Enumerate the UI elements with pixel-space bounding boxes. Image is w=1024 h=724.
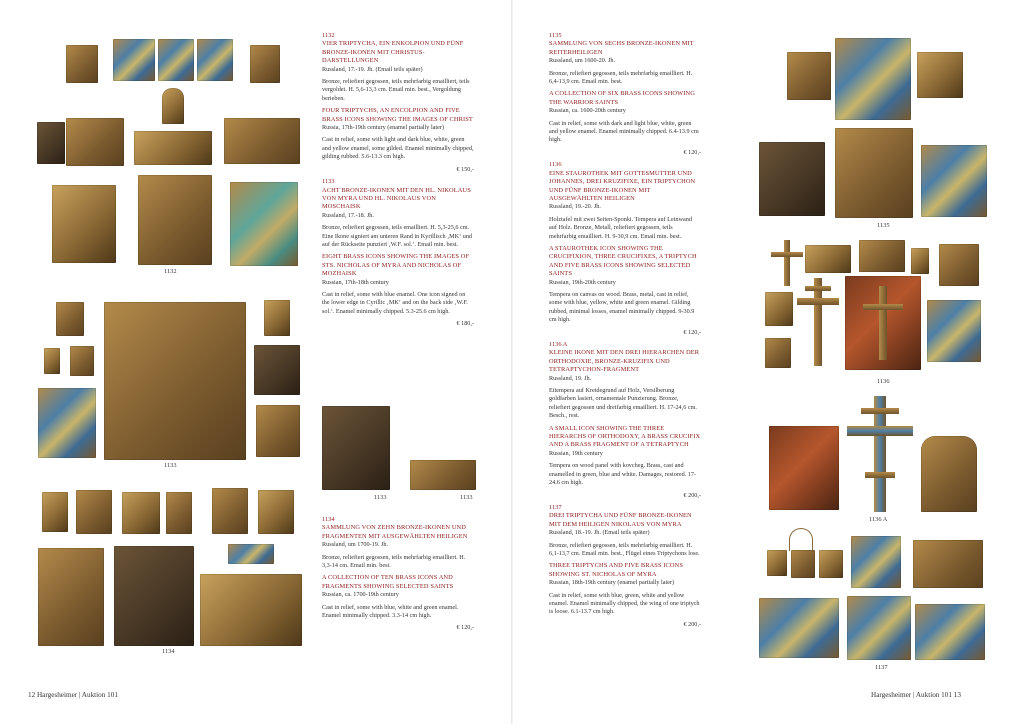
lot-origin-de: Russland, um 1600-20. Jh. <box>549 57 616 65</box>
lot-title-en: A COLLECTION OF TEN BRASS ICONS AND FRAGMENTS SHOWING SELECTED SAINTS <box>322 574 454 590</box>
icon-image <box>42 492 68 532</box>
crucifix-image <box>863 286 903 360</box>
lot-1133-detail-photo <box>322 406 390 490</box>
lot-description-de: Bronze, reliefiert gegossen, teils mehrfarbig emailliert. H. 6,4-13,9 cm. Email min. best. <box>549 69 693 86</box>
lot-1133 <box>322 178 474 329</box>
lot-price: € 200,- <box>683 620 701 628</box>
icon-image <box>250 45 280 83</box>
lot-description-de: Bronze, reliefiert gegossen, teils mehrfarbig emailliert. H. 3,3-14 cm. Email min. best. <box>322 553 466 570</box>
lot-price: € 120,- <box>683 148 701 156</box>
icon-image <box>76 490 112 534</box>
icon-image <box>166 492 192 534</box>
lot-title-en: A COLLECTION OF SIX BRASS ICONS SHOWING THE WARRIOR SAINTS <box>549 90 695 106</box>
icon-image <box>66 118 124 166</box>
caption: 1132 <box>164 268 177 275</box>
lot-price: € 120,- <box>683 328 701 336</box>
icon-image <box>70 346 94 376</box>
lot-number: 1136 A <box>549 341 568 348</box>
icon-image <box>256 405 300 457</box>
lot-title-en: FOUR TRIPTYCHS, AN ENCOLPION AND FIVE BRASS ICONS SHOWING THE IMAGES OF CHRIST <box>322 107 473 123</box>
lot-title-en: THREE TRIPTYCHS AND FIVE BRASS ICONS SHOWING ST. NICHOLAS OF MYRA <box>549 562 683 578</box>
crucifix-image <box>797 278 839 366</box>
lot-origin-de: Russland, 17.-19. Jh. (Email teils später) <box>322 65 423 73</box>
lot-title-de: VIER TRIPTYCHA, EIN ENKOLPION UND FÜNF BRONZE-IKONEN MIT CHRISTUS-DARSTELLUNGEN <box>322 40 464 65</box>
icon-image <box>113 39 155 81</box>
left-text-column-lower <box>322 516 474 637</box>
lot-description-en: Cast in relief, some with light and dark blue, white, green and yellow enamel, some gilded. Enamel minimally chipped, gilding rubbed. 5.6-13.3 cm high. <box>322 136 474 161</box>
icon-image <box>162 88 184 124</box>
lot-description-en: Cast in relief, some with blue, green, white and yellow enamel. Enamel minimally chipped, the wing of one triptych is loose. 6.1-13.7 cm high. <box>549 591 700 616</box>
icon-image <box>851 536 901 588</box>
tetraptych-fragment-image <box>921 436 977 512</box>
icon-image <box>767 550 787 576</box>
chain-image <box>789 528 813 551</box>
lot-description-en: Tempera on wood panel with kovcheg. Brass, cast and enamelled in green, blue and white. Damages, restored. 17-24.6 cm high. <box>549 462 697 487</box>
icon-image <box>37 122 65 164</box>
caption: 1133 <box>374 494 387 501</box>
icon-image <box>122 492 160 534</box>
caption: 1134 <box>162 648 175 655</box>
icon-image <box>254 345 300 395</box>
icon-image <box>104 302 246 460</box>
icon-image <box>114 546 194 646</box>
icon-image <box>264 300 290 336</box>
icon-image <box>197 39 233 81</box>
icon-image <box>200 574 302 646</box>
lot-title-en: EIGHT BRASS ICONS SHOWING THE IMAGES OF STS. NICHOLAS OF MYRA AND NICHOLAS OF MOZHAISK <box>322 253 470 278</box>
lot-title-de: SAMMLUNG VON ZEHN BRONZE-IKONEN UND FRAGMENTEN MIT AUSGEWÄHLTEN HEILIGEN <box>322 524 468 540</box>
lot-description-de: Eitempera auf Kreidegrund auf Holz, Versilberung goldfarben lasiert, ornamentale Punzierung. Bronze, reliefiert gegossen und dreifarbig emailliert. H. 17-24,6 cm. Besch., rest. <box>549 387 697 420</box>
lot-origin-en: Russian, ca. 1600-20th century <box>549 107 626 115</box>
lot-price: € 120,- <box>456 624 474 632</box>
icon-image <box>228 544 274 564</box>
lot-title-de: EINE STAUROTHEK MIT GOTTESMUTTER UND JOHANNES, DREI KRUZIFIXE, EIN TRIPTYCHON UND FÜNF BRONZE-IKONEN MIT AUSGEWÄHLTEN HEILIGEN <box>549 169 696 202</box>
lot-number: 1135 <box>549 32 562 39</box>
icon-image <box>911 248 929 274</box>
lot-origin-en: Russian, 19th-20th century <box>549 278 616 286</box>
lot-description-de: Bronze, reliefiert gegossen, teils mehrfarbig emailliert, teils vergoldet. H. 5,6-13,3 cm. Email min. best., Vergoldung berieben. <box>322 78 470 102</box>
lot-number: 1134 <box>322 516 335 523</box>
icon-image <box>38 548 104 646</box>
lot-price: € 150,- <box>456 165 474 173</box>
icon-image <box>224 118 300 164</box>
lot-title-en: A STAUROTHEK ICON SHOWING THE CRUCIFIXION, THREE CRUCIFIXES, A TRIPTYCH AND FIVE BRASS ICONS SHOWING SELECTED SAINTS <box>549 244 697 278</box>
lot-origin-de: Russland, 19.-20. Jh. <box>549 203 601 211</box>
icon-image <box>787 52 831 100</box>
lot-description-de: Bronze, reliefiert gegossen, teils emailliert. H. 5,3-25,6 cm. Eine Ikone signiert am unteren Rand in Kyrillisch ‚MK‘ und auf der Rückseite punziert ‚W.F. sol.‘. Email min. best. <box>322 224 473 248</box>
lot-price: € 200,- <box>683 491 701 499</box>
lot-price: € 180,- <box>456 320 474 328</box>
icon-image <box>791 550 815 578</box>
lot-description-en: Tempera on canvas on wood. Brass, metal, cast in relief, some with blue, yellow, white and green enamel. Gilding rubbed, minimal losses, enamel minimally chipped. 9-30.9 cm high. <box>549 290 695 324</box>
lot-title-de: KLEINE IKONE MIT DEN DREI HIERARCHEN DER ORTHODOXIE, BRONZE-KRUZIFIX UND TETRAPTYCHON-FRAGMENT <box>549 349 700 374</box>
icon-image <box>805 245 851 273</box>
icon-image <box>765 338 791 368</box>
icon-image <box>138 175 212 265</box>
icon-image <box>759 598 839 658</box>
lot-1136 <box>549 161 701 337</box>
lot-description-en: Cast in relief, some with blue, white and green enamel. Enamel minimally chipped. 3.3-14 cm high. <box>322 603 459 620</box>
crucifix-image <box>847 396 913 512</box>
caption: 1137 <box>875 664 888 671</box>
icon-image <box>917 52 963 98</box>
icon-image <box>921 145 987 217</box>
lot-origin-en: Russian, 17th-18th century <box>322 278 389 286</box>
icon-image <box>44 348 60 374</box>
lot-origin-de: Russland, 17.-18. Jh. <box>322 211 374 219</box>
caption: 1135 <box>877 222 890 229</box>
page-footer-left: 12 Hargesheimer | Auktion 101 <box>28 691 118 699</box>
lot-number: 1132 <box>322 32 335 39</box>
icon-image <box>765 292 793 326</box>
lot-origin-en: Russian, ca. 1700-19th century <box>322 591 399 599</box>
lot-1135 <box>549 32 701 157</box>
tempera-icon-image <box>769 426 839 510</box>
lot-number: 1137 <box>549 503 562 511</box>
icon-image <box>913 540 983 588</box>
lot-1134 <box>322 516 474 633</box>
caption: 1136 A <box>869 516 888 523</box>
lot-description-de: Holztafel mit zwei Seiten-Sponki. Tempera auf Leinwand auf Holz. Bronze, Metall, reliefiert gegossen, teils mehrfarbig emailliert. H. 9-30,9 cm. Email min. best. <box>549 215 692 240</box>
icon-image <box>927 300 981 362</box>
caption: 1133 <box>460 494 473 501</box>
page-footer-right: Hargesheimer | Auktion 101 13 <box>871 691 961 699</box>
right-text-column <box>549 32 701 633</box>
lot-description-en: Cast in relief, some with dark and light blue, white, green and yellow enamel. Enamel minimally chipped. 6.4-13.9 cm high. <box>549 119 699 144</box>
lot-title-de: DREI TRIPTYCHA UND FÜNF BRONZE-IKONEN MIT DEM HEILIGEN NIKOLAUS VON MYRA <box>549 512 692 528</box>
lot-origin-en: Russian, 19th century <box>549 449 603 457</box>
icon-image <box>835 128 913 218</box>
icon-image <box>38 388 96 458</box>
lot-origin-de: Russland, 19. Jh. <box>549 374 592 382</box>
lot-origin-en: Russia, 17th-19th century (enamel partially later) <box>322 124 444 132</box>
lot-title-de: ACHT BRONZE-IKONEN MIT DEN HL. NIKOLAUS VON MYRA UND HL. NIKOLAUS VON MOSCHAISK <box>322 186 471 211</box>
caption: 1136 <box>877 378 890 385</box>
lot-number: 1133 <box>322 178 335 186</box>
lot-number: 1136 <box>549 161 562 169</box>
lot-description-en: Cast in relief, some with blue enamel. One icon signed on the lower edge in Cyrillic ‚MK‘ and on the back side ‚W.F. sol.‘. Enamel minimally chipped. 5.3-25.6 cm high. <box>322 290 468 315</box>
icon-image <box>759 142 825 216</box>
icon-image <box>66 45 98 83</box>
icon-image <box>134 131 212 165</box>
lot-origin-en: Russian, 18th-19th century (enamel partially later) <box>549 579 675 587</box>
icon-image <box>52 185 116 263</box>
lot-origin-de: Russland, um 1700-19. Jh. <box>322 541 389 549</box>
lot-description-de: Bronze, reliefiert gegossen, teils mehrfarbig emailliert. H. 6,1-13,7 cm. Email min. best., Flügel eines Triptychons lose. <box>549 541 700 557</box>
icon-image <box>212 488 248 534</box>
lot-title-en: A SMALL ICON SHOWING THE THREE HIERARCHS OF ORTHODOXY, A BRASS CRUCIFIX AND A BRASS FRAGMENT OF A TETRAPTYCH <box>549 424 701 449</box>
icon-image <box>847 596 911 660</box>
icon-image <box>859 240 905 272</box>
icon-image <box>56 302 84 336</box>
left-page <box>0 0 511 724</box>
lot-1137 <box>549 504 701 629</box>
icon-image <box>158 39 194 81</box>
icon-image <box>915 604 985 660</box>
lot-1133-detail-photo <box>410 460 476 490</box>
icon-image <box>230 182 298 266</box>
icon-image <box>939 244 979 286</box>
lot-title-de: SAMMLUNG VON SECHS BRONZE-IKONEN MIT REITERHEILIGEN <box>549 40 694 56</box>
lot-origin-de: Russland, 18.-19. Jh. (Email teils später) <box>549 529 650 537</box>
left-text-column <box>322 32 474 333</box>
icon-image <box>258 490 294 534</box>
caption: 1133 <box>164 462 177 469</box>
icon-image <box>819 550 843 578</box>
lot-1136a <box>549 341 701 500</box>
icon-image <box>835 38 911 120</box>
lot-1132 <box>322 32 474 174</box>
right-page <box>513 0 1024 724</box>
